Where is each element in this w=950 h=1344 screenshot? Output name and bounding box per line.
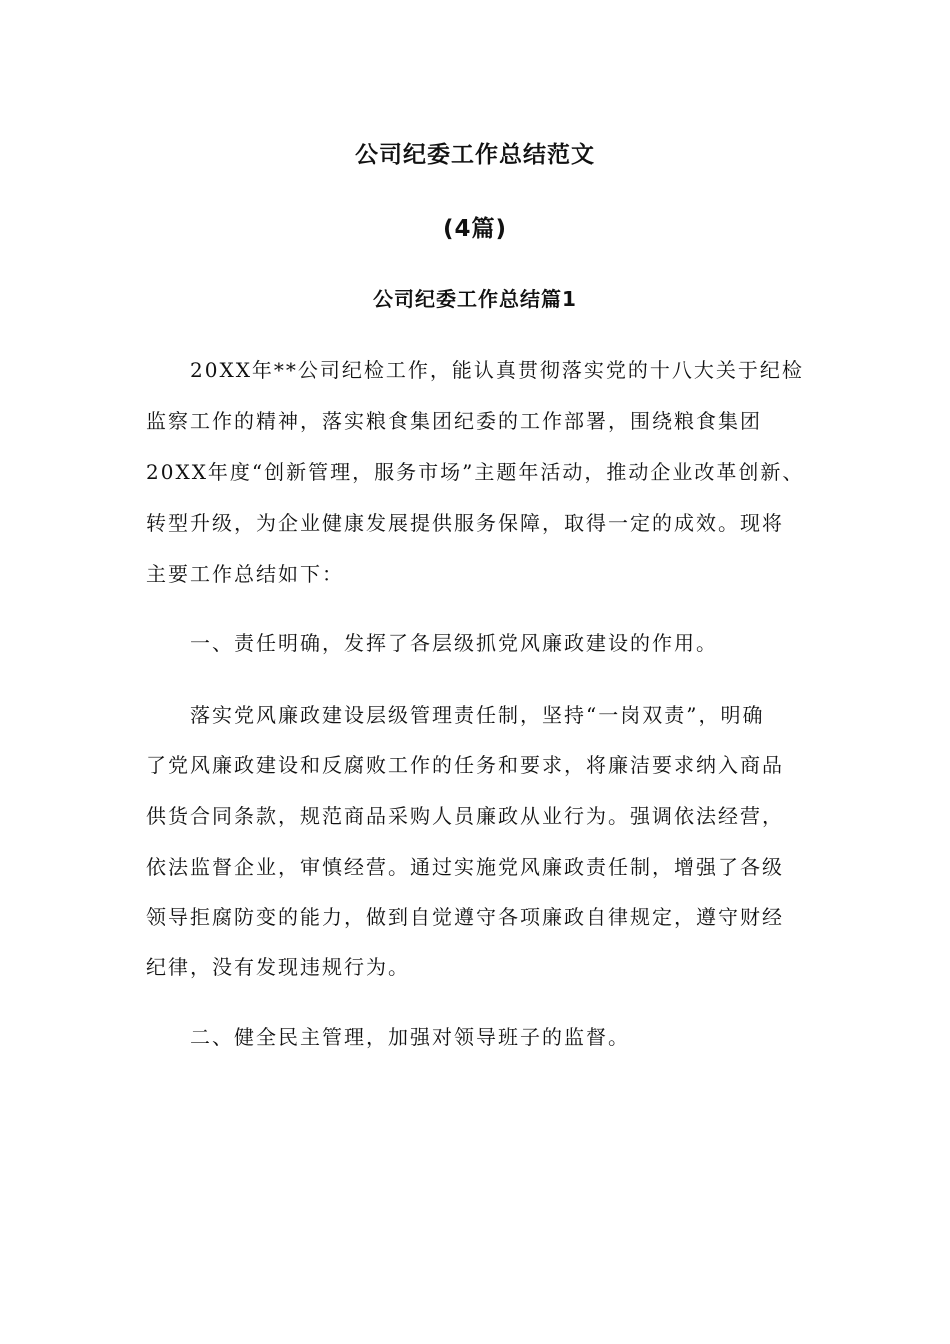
paragraph-line: 转型升级，为企业健康发展提供服务保障，取得一定的成效。现将 xyxy=(146,511,784,535)
paragraph-line: 了党风廉政建设和反腐败工作的任务和要求，将廉洁要求纳入商品 xyxy=(146,753,784,777)
document-subtitle: (4篇) xyxy=(442,216,508,242)
paragraph-line: 主要工作总结如下： xyxy=(146,562,344,586)
paragraph-line: 纪律，没有发现违规行为。 xyxy=(146,955,410,979)
paragraph-line: 供货合同条款，规范商品采购人员廉政从业行为。强调依法经营， xyxy=(146,804,784,828)
paragraph-line: 领导拒腐防变的能力，做到自觉遵守各项廉政自律规定，遵守财经 xyxy=(146,905,784,929)
paragraph-line: 监察工作的精神，落实粮食集团纪委的工作部署，围绕粮食集团 xyxy=(146,409,762,433)
section-point-heading: 一、责任明确，发挥了各层级抓党风廉政建设的作用。 xyxy=(190,631,718,655)
section-heading: 公司纪委工作总结篇1 xyxy=(373,287,577,311)
document-title: 公司纪委工作总结范文 xyxy=(355,142,595,168)
paragraph-line: 20XX年度“创新管理，服务市场”主题年活动，推动企业改革创新、 xyxy=(146,460,805,484)
paragraph-line: 依法监督企业，审慎经营。通过实施党风廉政责任制，增强了各级 xyxy=(146,855,784,879)
paragraph-line: 20XX年**公司纪检工作，能认真贯彻落实党的十八大关于纪检 xyxy=(190,358,804,382)
section-point-heading: 二、健全民主管理，加强对领导班子的监督。 xyxy=(190,1025,630,1049)
paragraph-line: 落实党风廉政建设层级管理责任制，坚持“一岗双责”，明确 xyxy=(190,703,765,727)
